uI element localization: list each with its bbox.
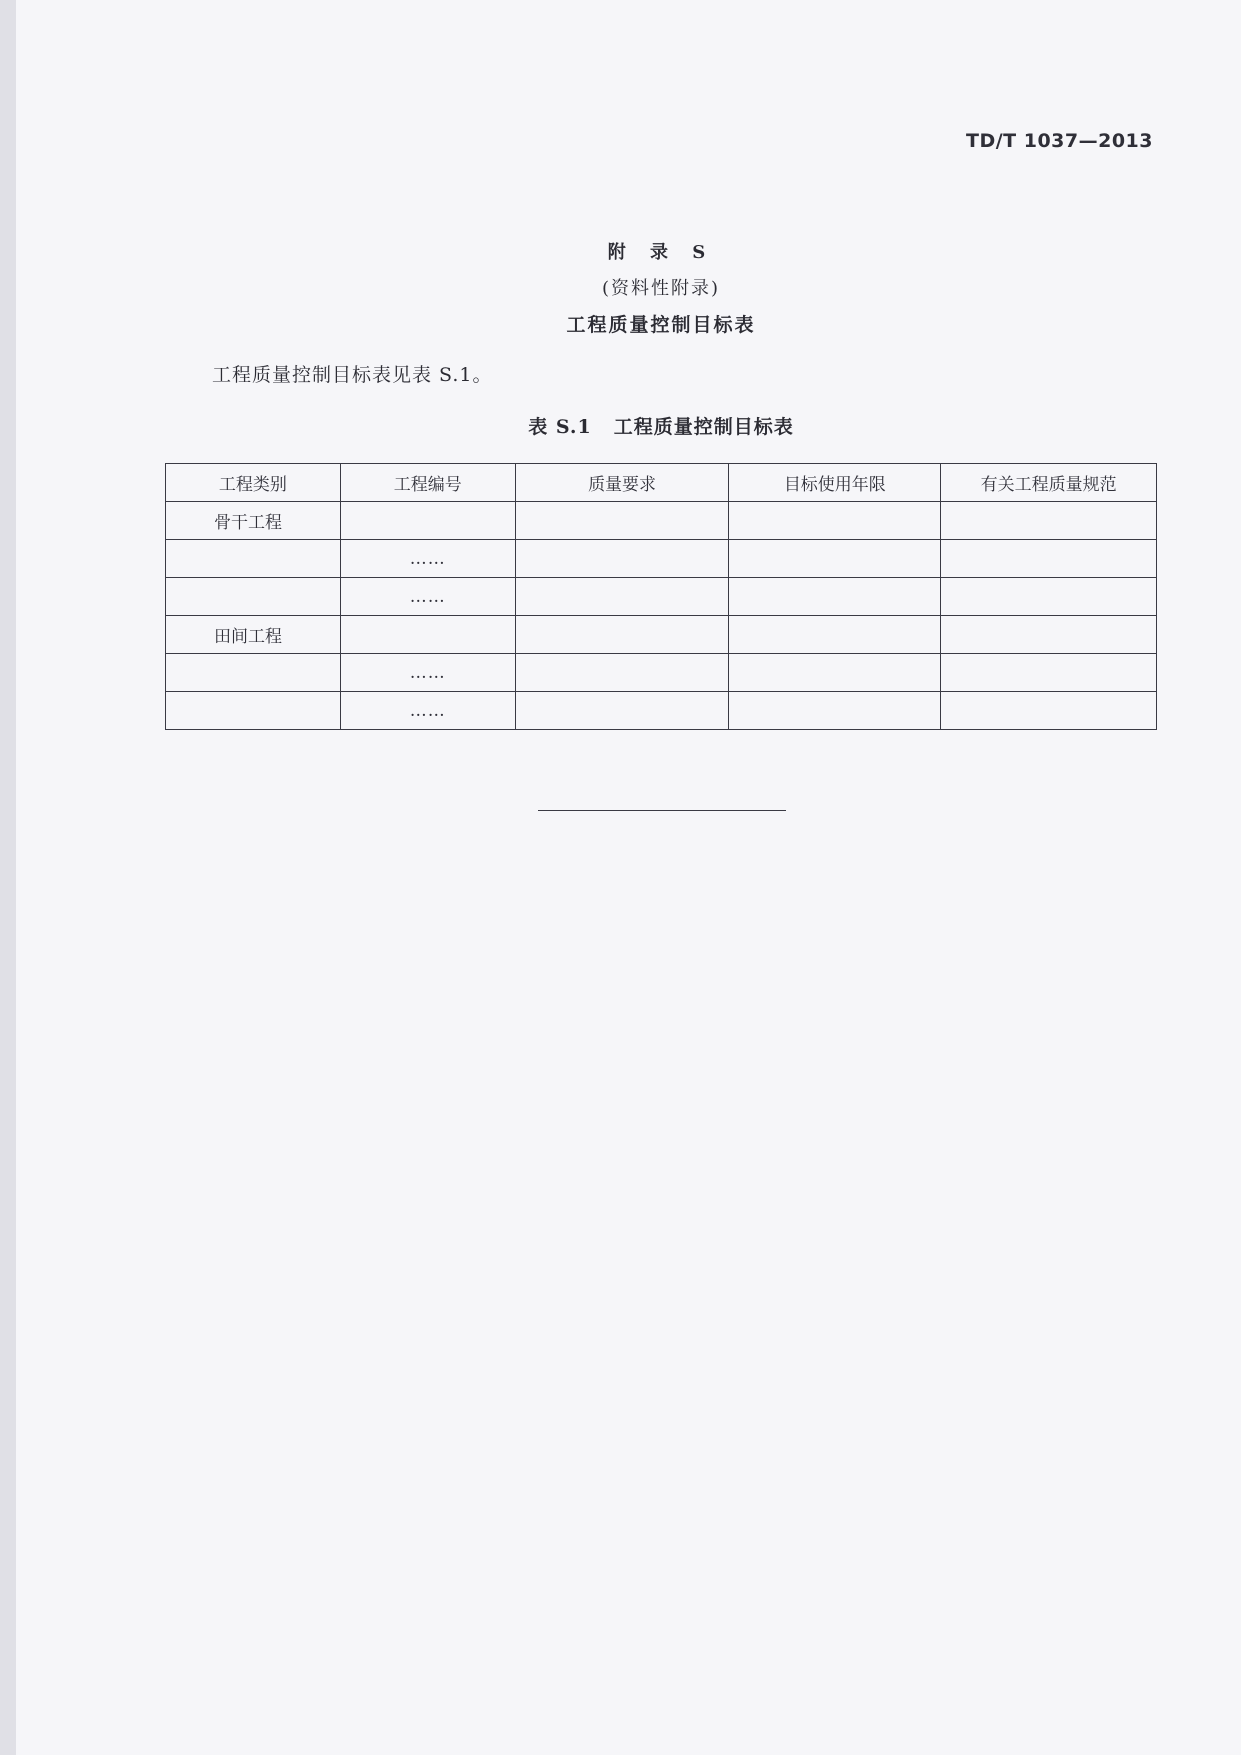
table-row bbox=[166, 578, 1157, 616]
table-cell: 田间工程 bbox=[166, 616, 341, 654]
end-rule bbox=[538, 810, 786, 811]
table-cell bbox=[941, 654, 1157, 692]
table-row bbox=[166, 502, 1157, 540]
table-row bbox=[166, 616, 1157, 654]
table-cell bbox=[941, 692, 1157, 730]
appendix-title: 附 录 S bbox=[607, 242, 715, 263]
table-cell: 骨干工程 bbox=[166, 502, 341, 540]
table-cell bbox=[166, 692, 341, 730]
table-caption-number: 表 S.1 bbox=[528, 416, 592, 438]
table-cell: …… bbox=[340, 578, 515, 616]
column-header: 工程类别 bbox=[166, 464, 341, 502]
table-cell bbox=[941, 540, 1157, 578]
table-cell bbox=[515, 692, 729, 730]
quality-target-table bbox=[165, 463, 1157, 730]
table-cell bbox=[515, 616, 729, 654]
table-cell bbox=[729, 616, 941, 654]
table-cell: …… bbox=[340, 540, 515, 578]
table-cell bbox=[166, 540, 341, 578]
appendix-heading bbox=[16, 238, 1241, 337]
table-cell bbox=[729, 578, 941, 616]
column-header: 质量要求 bbox=[515, 464, 729, 502]
table-cell bbox=[729, 502, 941, 540]
table-cell bbox=[166, 578, 341, 616]
table-cell bbox=[515, 654, 729, 692]
table-cell bbox=[729, 654, 941, 692]
table-cell bbox=[515, 502, 729, 540]
table-caption-title: 工程质量控制目标表 bbox=[613, 416, 794, 438]
table-cell bbox=[340, 616, 515, 654]
column-header: 有关工程质量规范 bbox=[941, 464, 1157, 502]
column-header: 目标使用年限 bbox=[729, 464, 941, 502]
table-row bbox=[166, 540, 1157, 578]
appendix-type: (资料性附录) bbox=[601, 278, 721, 299]
table-cell bbox=[166, 654, 341, 692]
table-cell bbox=[340, 502, 515, 540]
appendix-name: 工程质量控制目标表 bbox=[566, 314, 756, 336]
table-cell bbox=[729, 692, 941, 730]
column-header: 工程编号 bbox=[340, 464, 515, 502]
table-caption bbox=[16, 412, 1241, 439]
table-cell: …… bbox=[340, 692, 515, 730]
table-cell bbox=[515, 578, 729, 616]
table-cell bbox=[941, 502, 1157, 540]
table-row bbox=[166, 692, 1157, 730]
table-cell: …… bbox=[340, 654, 515, 692]
table-cell bbox=[515, 540, 729, 578]
table-cell bbox=[729, 540, 941, 578]
table-row bbox=[166, 654, 1157, 692]
table-cell bbox=[941, 578, 1157, 616]
table-cell bbox=[941, 616, 1157, 654]
standard-code: TD/T 1037—2013 bbox=[965, 130, 1153, 152]
intro-paragraph: 工程质量控制目标表见表 S.1。 bbox=[212, 364, 493, 386]
table-header-row bbox=[166, 464, 1157, 502]
